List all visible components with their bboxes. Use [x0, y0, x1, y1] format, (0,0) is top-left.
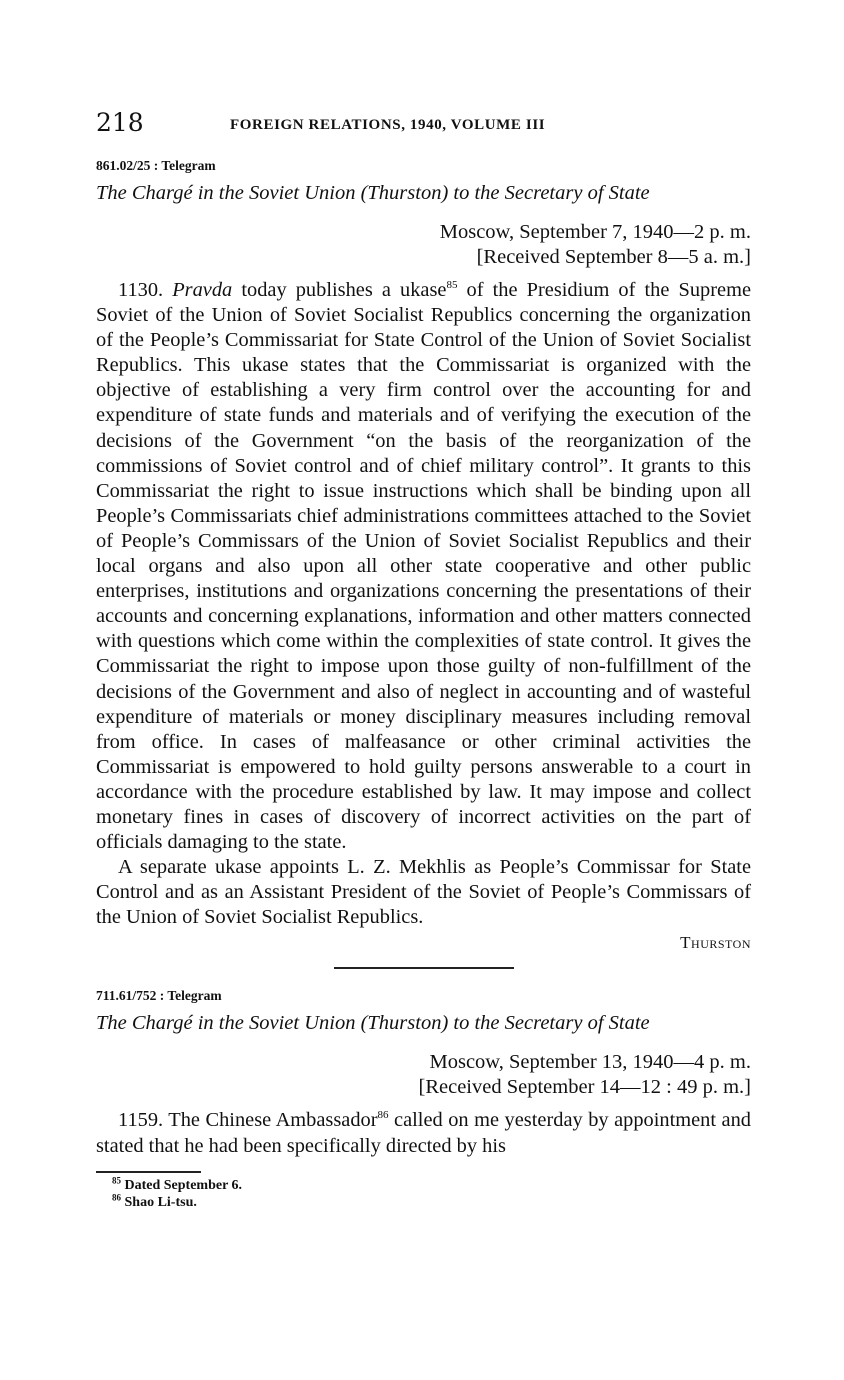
sender-name: Thurston	[367, 182, 442, 204]
file-reference: 711.61/752 : Telegram	[96, 988, 222, 1004]
dateline-sent: Moscow, September 13, 1940—4 p. m.	[429, 1051, 751, 1074]
signature: Thurston	[680, 933, 751, 953]
body-paragraph: A separate ukase appoints L. Z. Mekhlis as People’s Commissar for State Control and as an Assistant President of the Soviet of People’s Commissars of the Union of Soviet Socialist Republics.	[96, 856, 751, 929]
body-paragraph: 1159. The Chinese Ambassador$^{86}$ called on me yesterday by appointment and stated that he had been specifically directed by his	[96, 1109, 752, 1157]
footnote: $^{86}$ Shao Li-tsu.	[112, 1191, 197, 1210]
page-number: 218	[96, 108, 144, 137]
file-reference: 861.02/25 : Telegram	[96, 158, 216, 173]
document-page	[96, 108, 751, 1211]
document-title: The Chargé in the Soviet Union (Thurston) to the Secretary of State	[96, 182, 650, 204]
footnote-ref[interactable]: 85	[446, 279, 458, 292]
document-title: The Chargé in the Soviet Union (Thurston) to the Secretary of State	[96, 1012, 650, 1035]
section-divider	[334, 967, 514, 969]
body-paragraph: 1130. Pravda today publishes a ukase$^{85}$ of the Presidium of the Supreme Soviet of the Union of Soviet Socialist Republics concerning the organization of the People’s Commissariat for State Control of the Union of Soviet Socialist Republics. This ukase states that the Commissariat is organized with the objective of establishing a very firm control over the accounting for and expenditure of state funds and materials and of verifying the execution of the decisions of the Government “on the basis of the reorganization of the commissions of Soviet control and of chief military control”. It grants to this Commissariat the right to issue instructions which shall be binding upon all People’s Commissariats chief administrations committees attached to the Soviet of People’s Commissars of the Union of Soviet Socialist Republics and their local organs and also upon all other state cooperative and other public enterprises, institutions and organizations concerning the presentations of their accounts and concerning explanations, information and other matters connected with questions which come within the complexities of state control. It gives the Commissariat the right to impose upon those guilty of non-fulfillment of the decisions of the Government and also of neglect in accounting and of wasteful expenditure of materials or money disciplinary measures including removal from office. In cases of malfeasance or other criminal activities the Commissariat is empowered to hold guilty persons answerable to a court in accordance with the procedure established by law. It may impose and collect monetary fines in cases of discovery of incorrect activities on the part of officials damaging to the state.	[96, 279, 751, 854]
page-header	[96, 108, 751, 144]
footnotes	[96, 1174, 751, 1211]
newspaper-name: Pravda	[172, 279, 233, 301]
dateline-received: [Received September 8—5 a. m.]	[476, 246, 751, 268]
footnote-divider	[96, 1171, 201, 1173]
footnote-ref[interactable]: 86	[377, 1109, 389, 1122]
running-head: FOREIGN RELATIONS, 1940, VOLUME III	[230, 117, 546, 133]
footnote: $^{85}$ Dated September 6.	[112, 1174, 243, 1193]
sender-name: Thurston	[367, 1012, 442, 1035]
dateline-received: [Received September 14—12 : 49 p. m.]	[418, 1076, 751, 1099]
dateline-sent: Moscow, September 7, 1940—2 p. m.	[439, 221, 751, 243]
